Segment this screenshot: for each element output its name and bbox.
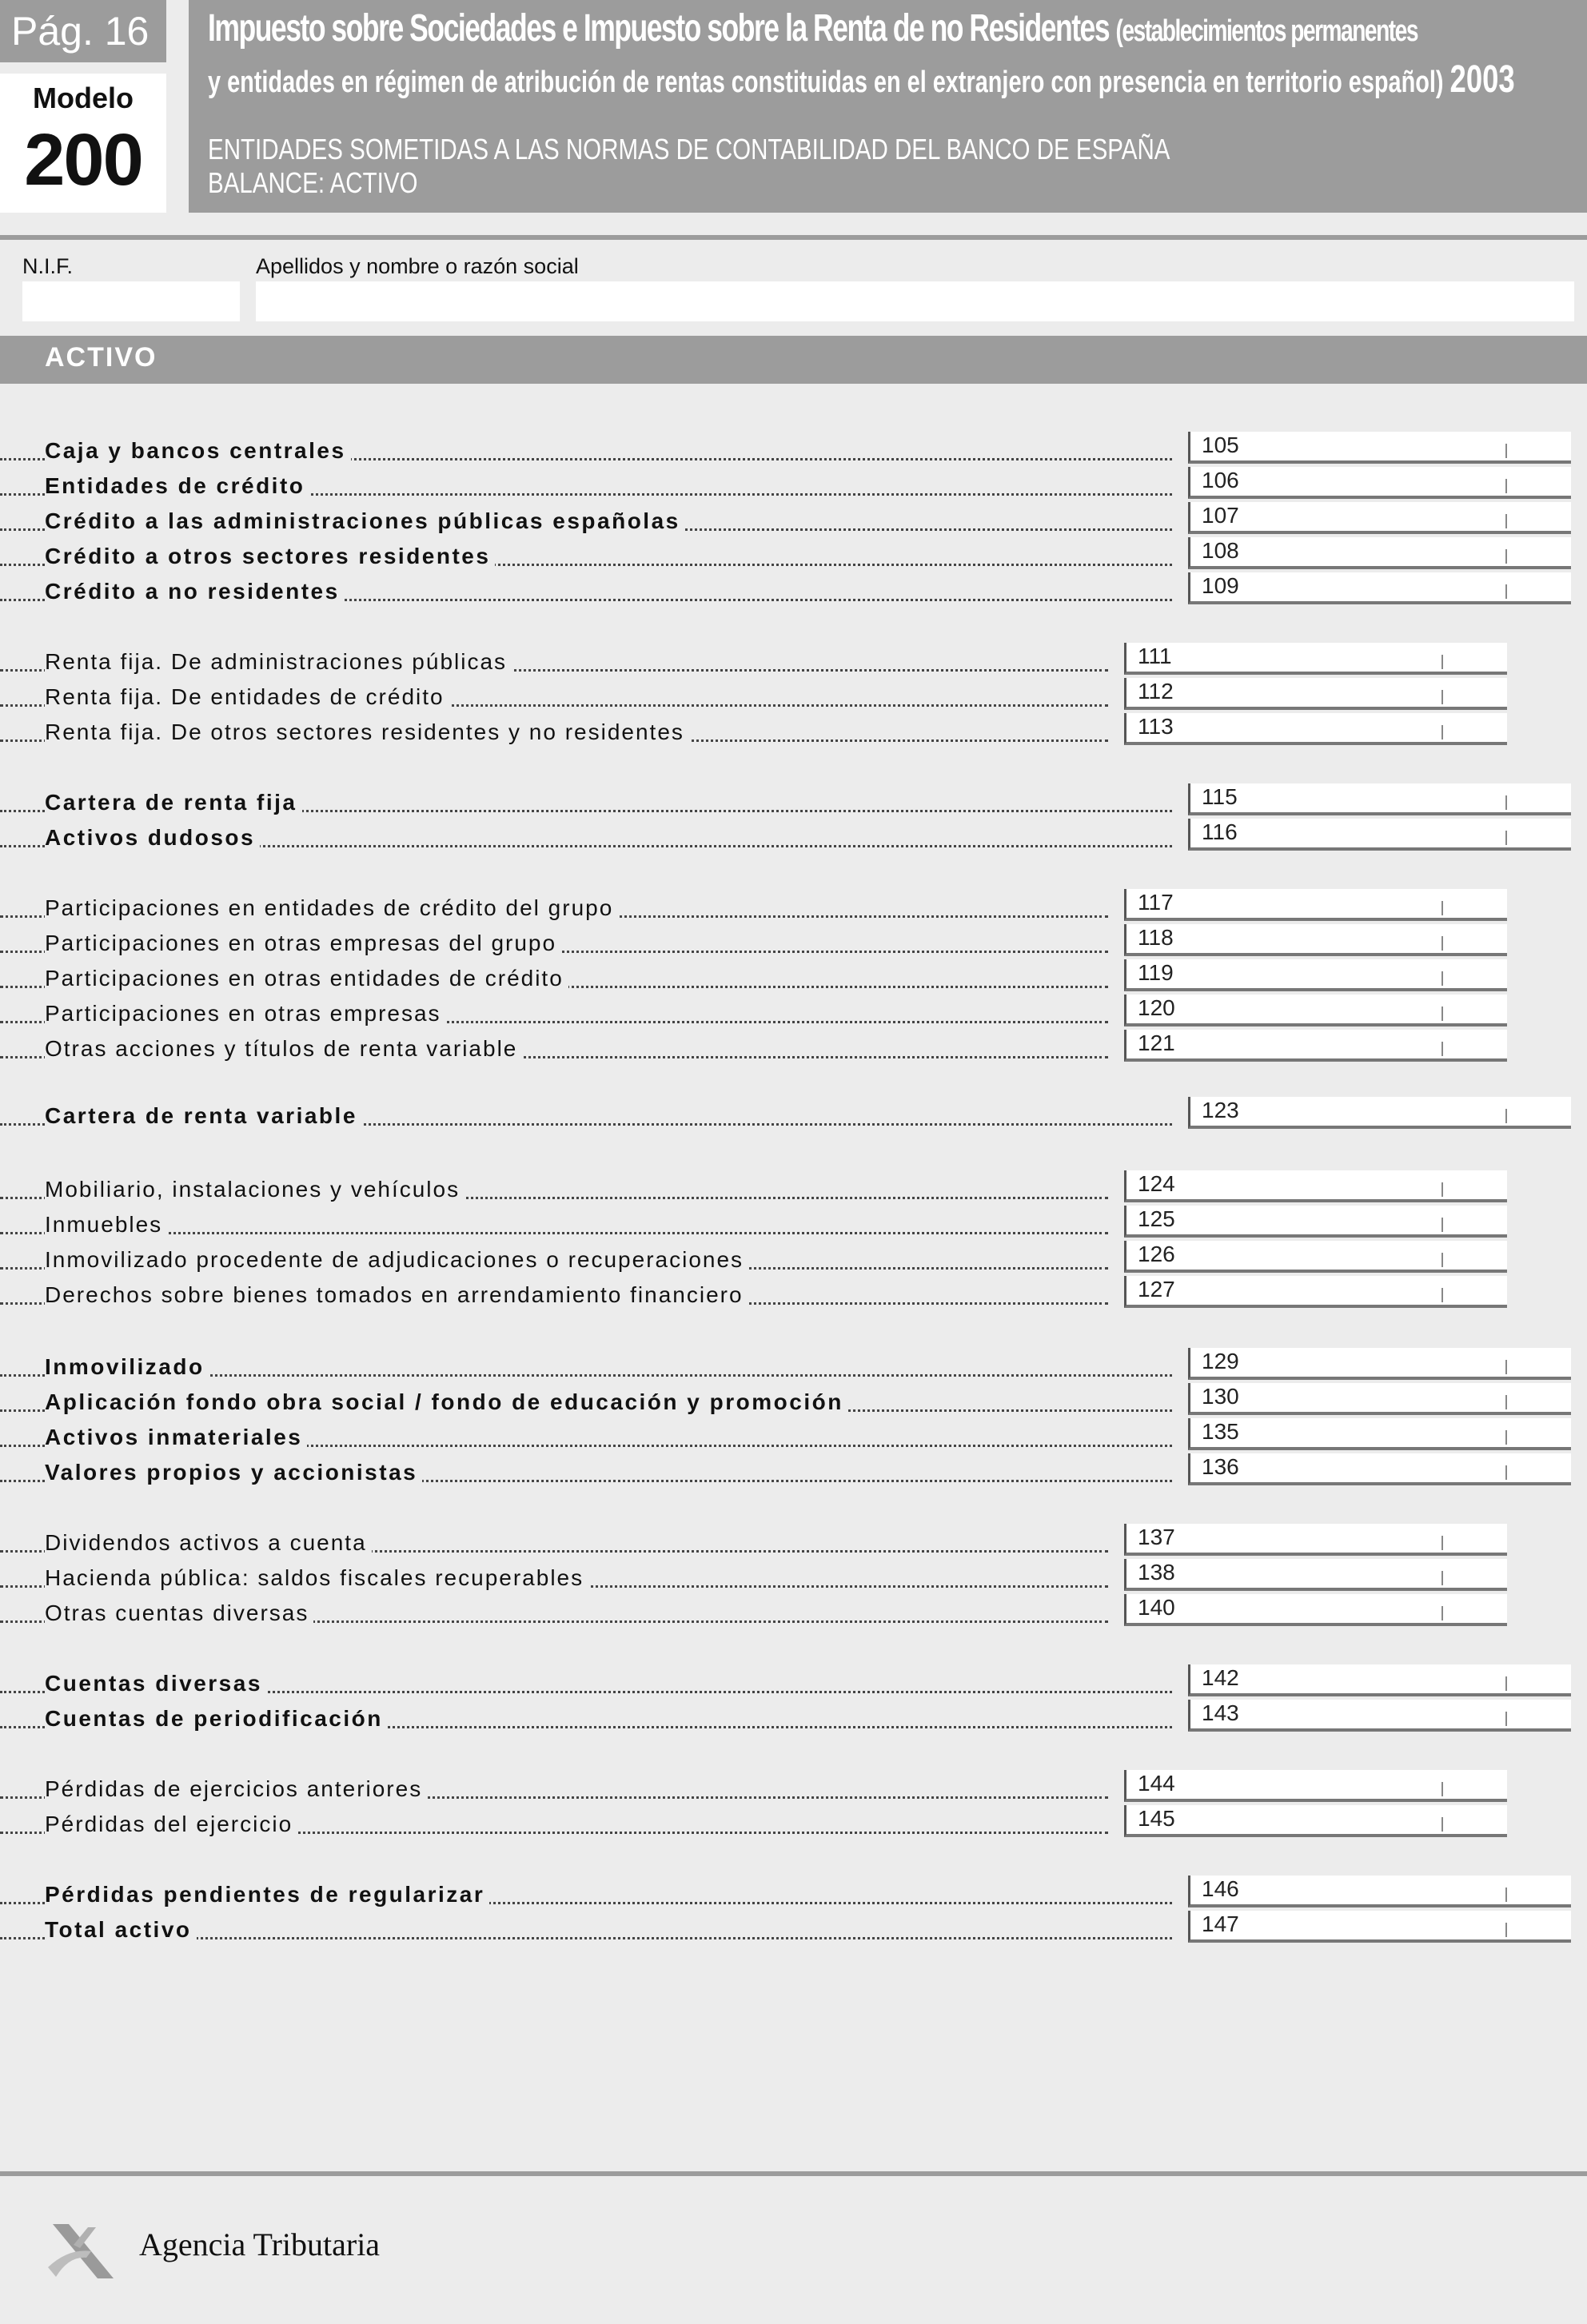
modelo-box	[0, 74, 166, 213]
decimal-separator-mark	[1505, 795, 1507, 810]
modelo-number: 200	[24, 119, 142, 201]
name-field[interactable]	[256, 281, 1574, 321]
form-year: 2003	[1449, 58, 1515, 101]
box-code: 123	[1202, 1098, 1239, 1122]
amount-field[interactable]	[1124, 959, 1507, 991]
form-row	[0, 1348, 1587, 1380]
form-row	[0, 1594, 1587, 1626]
decimal-separator-mark	[1441, 936, 1443, 951]
box-code: 111	[1138, 644, 1172, 668]
amount-input[interactable]	[1187, 1206, 1435, 1234]
amount-input[interactable]	[1251, 1453, 1499, 1482]
amount-input[interactable]	[1187, 1241, 1435, 1270]
amount-field[interactable]	[1124, 1276, 1507, 1308]
amount-input[interactable]	[1187, 678, 1435, 707]
divider	[0, 235, 1587, 240]
decimal-separator-mark	[1505, 831, 1507, 845]
form-row	[0, 1524, 1587, 1556]
row-label: Dividendos activos a cuenta	[45, 1530, 372, 1556]
box-code: 124	[1138, 1171, 1175, 1196]
box-code: 138	[1138, 1560, 1175, 1585]
row-label: Crédito a otros sectores residentes	[45, 544, 495, 569]
nif-field[interactable]	[22, 281, 240, 321]
amount-field[interactable]	[1188, 432, 1571, 464]
amount-input[interactable]	[1187, 1170, 1435, 1199]
row-label: Otras cuentas diversas	[45, 1600, 313, 1626]
amount-field[interactable]	[1188, 1383, 1571, 1415]
row-label: Total activo	[45, 1917, 197, 1943]
amount-field[interactable]	[1124, 1170, 1507, 1202]
amount-input[interactable]	[1251, 1911, 1499, 1939]
amount-input[interactable]	[1187, 1276, 1435, 1305]
row-label: Mobiliario, instalaciones y vehículos	[45, 1177, 465, 1202]
box-code: 107	[1202, 503, 1239, 528]
amount-input[interactable]	[1251, 783, 1499, 812]
decimal-separator-mark	[1505, 1888, 1507, 1902]
decimal-separator-mark	[1505, 1430, 1507, 1445]
decimal-separator-mark	[1441, 1218, 1443, 1232]
form-row	[0, 959, 1587, 991]
decimal-separator-mark	[1505, 1109, 1507, 1123]
form-row	[0, 1700, 1587, 1732]
decimal-separator-mark	[1441, 690, 1443, 704]
box-code: 121	[1138, 1030, 1175, 1055]
row-label: Cuentas diversas	[45, 1671, 267, 1696]
decimal-separator-mark	[1505, 1676, 1507, 1691]
decimal-separator-mark	[1505, 584, 1507, 599]
decimal-separator-mark	[1505, 549, 1507, 564]
form-row	[0, 1097, 1587, 1129]
amount-field[interactable]	[1124, 1594, 1507, 1626]
form-row	[0, 1383, 1587, 1415]
box-code: 130	[1202, 1384, 1239, 1409]
row-label: Inmovilizado	[45, 1354, 209, 1380]
box-code: 116	[1202, 819, 1238, 844]
row-label: Hacienda pública: saldos fiscales recuperables	[45, 1565, 588, 1591]
box-code: 147	[1202, 1911, 1239, 1936]
amount-input[interactable]	[1187, 1030, 1435, 1058]
amount-field[interactable]	[1188, 1097, 1571, 1129]
decimal-separator-mark	[1441, 1782, 1443, 1796]
amount-input[interactable]	[1187, 1594, 1435, 1623]
box-code: 126	[1138, 1242, 1175, 1266]
decimal-separator-mark	[1505, 444, 1507, 458]
amount-input[interactable]	[1251, 1664, 1499, 1693]
form-row	[0, 572, 1587, 604]
row-label: Renta fija. De administraciones públicas	[45, 649, 512, 675]
box-code: 143	[1202, 1700, 1239, 1725]
amount-input[interactable]	[1187, 643, 1435, 672]
amount-field[interactable]	[1188, 1876, 1571, 1907]
form-row	[0, 502, 1587, 534]
agency-logo-icon	[45, 2221, 117, 2282]
agency-name: Agencia Tributaria	[139, 2226, 381, 2262]
box-code: 119	[1138, 960, 1174, 985]
box-code: 135	[1202, 1419, 1239, 1444]
row-label: Valores propios y accionistas	[45, 1460, 422, 1485]
form-row	[0, 1030, 1587, 1062]
box-code: 118	[1138, 925, 1174, 950]
row-label: Crédito a no residentes	[45, 579, 345, 604]
section-bar	[0, 336, 1587, 384]
box-code: 127	[1138, 1277, 1175, 1302]
box-code: 142	[1202, 1665, 1239, 1690]
decimal-separator-mark	[1505, 1360, 1507, 1374]
form-subtitle: ENTIDADES SOMETIDAS A LAS NORMAS DE CONTABILIDAD DEL BANCO DE ESPAÑA	[208, 133, 1170, 165]
form-row	[0, 678, 1587, 710]
form-title-main: Impuesto sobre Sociedades e Impuesto sobre la Renta de no Residentes	[208, 7, 1110, 50]
row-label: Activos dudosos	[45, 825, 260, 851]
amount-input[interactable]	[1187, 889, 1435, 918]
form-row	[0, 783, 1587, 815]
form-title-line2	[208, 58, 1515, 102]
row-label: Derechos sobre bienes tomados en arrendamiento financiero	[45, 1282, 748, 1308]
form-subtitle-balance: BALANCE: ACTIVO	[208, 166, 418, 199]
amount-input[interactable]	[1187, 1805, 1435, 1834]
form-row	[0, 643, 1587, 675]
box-code: 117	[1138, 890, 1174, 915]
decimal-separator-mark	[1441, 1253, 1443, 1267]
amount-input[interactable]	[1251, 432, 1499, 460]
row-label: Otras acciones y títulos de renta variable	[45, 1036, 522, 1062]
amount-input[interactable]	[1251, 537, 1499, 566]
row-label: Participaciones en entidades de crédito del grupo	[45, 895, 618, 921]
decimal-separator-mark	[1505, 514, 1507, 528]
form-row	[0, 467, 1587, 499]
amount-field[interactable]	[1124, 1559, 1507, 1591]
form-row	[0, 1770, 1587, 1802]
amount-field[interactable]	[1124, 889, 1507, 921]
amount-input[interactable]	[1187, 1559, 1435, 1588]
amount-field[interactable]	[1124, 643, 1507, 675]
form-row	[0, 1664, 1587, 1696]
row-label: Pérdidas de ejercicios anteriores	[45, 1776, 427, 1802]
row-label: Pérdidas pendientes de regularizar	[45, 1882, 489, 1907]
amount-field[interactable]	[1188, 783, 1571, 815]
decimal-separator-mark	[1505, 479, 1507, 493]
decimal-separator-mark	[1441, 725, 1443, 739]
amount-field[interactable]	[1188, 1348, 1571, 1380]
row-label: Crédito a las administraciones públicas españolas	[45, 508, 685, 534]
nif-label: N.I.F.	[22, 254, 74, 278]
amount-field[interactable]	[1124, 713, 1507, 745]
section-title: ACTIVO	[45, 342, 158, 373]
row-label: Inmovilizado procedente de adjudicaciones o recuperaciones	[45, 1247, 748, 1273]
name-label: Apellidos y nombre o razón social	[256, 254, 579, 278]
amount-input[interactable]	[1187, 959, 1435, 988]
box-code: 136	[1202, 1454, 1239, 1479]
decimal-separator-mark	[1505, 1395, 1507, 1409]
amount-field[interactable]	[1124, 1030, 1507, 1062]
amount-field[interactable]	[1188, 467, 1571, 499]
row-label: Inmuebles	[45, 1212, 167, 1238]
amount-field[interactable]	[1188, 819, 1571, 851]
amount-input[interactable]	[1251, 1418, 1499, 1447]
amount-input[interactable]	[1187, 924, 1435, 953]
amount-input[interactable]	[1251, 819, 1499, 847]
amount-field[interactable]	[1124, 995, 1507, 1026]
amount-input[interactable]	[1251, 1876, 1499, 1904]
form-row	[0, 1418, 1587, 1450]
row-label: Renta fija. De entidades de crédito	[45, 684, 449, 710]
row-label: Caja y bancos centrales	[45, 438, 351, 464]
row-label: Activos inmateriales	[45, 1425, 307, 1450]
form-row	[0, 1241, 1587, 1273]
form-title	[208, 6, 1418, 50]
amount-field[interactable]	[1124, 1241, 1507, 1273]
amount-field[interactable]	[1188, 1700, 1571, 1732]
row-label: Cartera de renta fija	[45, 790, 302, 815]
decimal-separator-mark	[1505, 1465, 1507, 1480]
form-row	[0, 819, 1587, 851]
box-code: 145	[1138, 1806, 1175, 1831]
amount-input[interactable]	[1187, 713, 1435, 742]
box-code: 144	[1138, 1771, 1175, 1796]
decimal-separator-mark	[1441, 655, 1443, 669]
form-row	[0, 1559, 1587, 1591]
box-code: 125	[1138, 1206, 1175, 1231]
form-row	[0, 713, 1587, 745]
box-code: 129	[1202, 1349, 1239, 1373]
box-code: 105	[1202, 433, 1239, 457]
decimal-separator-mark	[1505, 1712, 1507, 1726]
amount-input[interactable]	[1251, 572, 1499, 601]
amount-input[interactable]	[1187, 1770, 1435, 1799]
decimal-separator-mark	[1505, 1923, 1507, 1937]
box-code: 106	[1202, 468, 1239, 492]
amount-field[interactable]	[1188, 1453, 1571, 1485]
modelo-label: Modelo	[33, 82, 134, 114]
form-title-continuation: y entidades en régimen de atribución de rentas constituidas en el extranjero con presencia en territorio español)	[208, 66, 1444, 99]
amount-field[interactable]	[1188, 1418, 1571, 1450]
form-row	[0, 1453, 1587, 1485]
form-row	[0, 1276, 1587, 1308]
decimal-separator-mark	[1441, 1182, 1443, 1197]
form-row	[0, 432, 1587, 464]
decimal-separator-mark	[1441, 1042, 1443, 1056]
amount-input[interactable]	[1251, 1383, 1499, 1412]
box-code: 113	[1138, 714, 1174, 739]
amount-field[interactable]	[1188, 1664, 1571, 1696]
amount-field[interactable]	[1124, 1770, 1507, 1802]
form-row	[0, 924, 1587, 956]
row-label: Participaciones en otras entidades de crédito	[45, 966, 568, 991]
form-title-box	[189, 0, 1587, 213]
box-code: 146	[1202, 1876, 1239, 1901]
box-code: 137	[1138, 1525, 1175, 1549]
decimal-separator-mark	[1441, 1536, 1443, 1550]
amount-field[interactable]	[1124, 1206, 1507, 1238]
amount-input[interactable]	[1187, 1524, 1435, 1553]
form-row	[0, 537, 1587, 569]
form-row	[0, 1911, 1587, 1943]
amount-field[interactable]	[1124, 678, 1507, 710]
row-label: Renta fija. De otros sectores residentes y no residentes	[45, 720, 689, 745]
page-number-label: Pág. 16	[0, 0, 166, 62]
box-code: 120	[1138, 995, 1175, 1020]
row-label: Aplicación fondo obra social / fondo de educación y promoción	[45, 1389, 848, 1415]
form-row	[0, 1170, 1587, 1202]
row-label: Pérdidas del ejercicio	[45, 1812, 297, 1837]
row-label: Cuentas de periodificación	[45, 1706, 388, 1732]
amount-field[interactable]	[1124, 1524, 1507, 1556]
row-label: Participaciones en otras empresas	[45, 1001, 446, 1026]
form-row	[0, 1206, 1587, 1238]
decimal-separator-mark	[1441, 971, 1443, 986]
amount-field[interactable]	[1188, 537, 1571, 569]
amount-field[interactable]	[1124, 1805, 1507, 1837]
decimal-separator-mark	[1441, 901, 1443, 915]
form-row	[0, 889, 1587, 921]
amount-field[interactable]	[1188, 502, 1571, 534]
amount-field[interactable]	[1188, 1911, 1571, 1943]
decimal-separator-mark	[1441, 1571, 1443, 1585]
form-row	[0, 995, 1587, 1026]
amount-input[interactable]	[1251, 467, 1499, 496]
decimal-separator-mark	[1441, 1288, 1443, 1302]
footer-divider	[0, 2171, 1587, 2176]
amount-input[interactable]	[1251, 1097, 1499, 1126]
amount-input[interactable]	[1251, 1348, 1499, 1377]
amount-input[interactable]	[1251, 1700, 1499, 1728]
amount-field[interactable]	[1124, 924, 1507, 956]
decimal-separator-mark	[1441, 1606, 1443, 1620]
form-row	[0, 1876, 1587, 1907]
form-title-paren: (establecimientos permanentes	[1115, 14, 1418, 48]
decimal-separator-mark	[1441, 1007, 1443, 1021]
box-code: 112	[1138, 679, 1174, 704]
box-code: 109	[1202, 573, 1239, 598]
row-label: Entidades de crédito	[45, 473, 309, 499]
amount-field[interactable]	[1188, 572, 1571, 604]
amount-input[interactable]	[1187, 995, 1435, 1023]
decimal-separator-mark	[1441, 1817, 1443, 1832]
box-code: 140	[1138, 1595, 1175, 1620]
box-code: 108	[1202, 538, 1239, 563]
row-label: Participaciones en otras empresas del grupo	[45, 931, 561, 956]
row-label: Cartera de renta variable	[45, 1103, 362, 1129]
box-code: 115	[1202, 784, 1238, 809]
form-row	[0, 1805, 1587, 1837]
amount-input[interactable]	[1251, 502, 1499, 531]
